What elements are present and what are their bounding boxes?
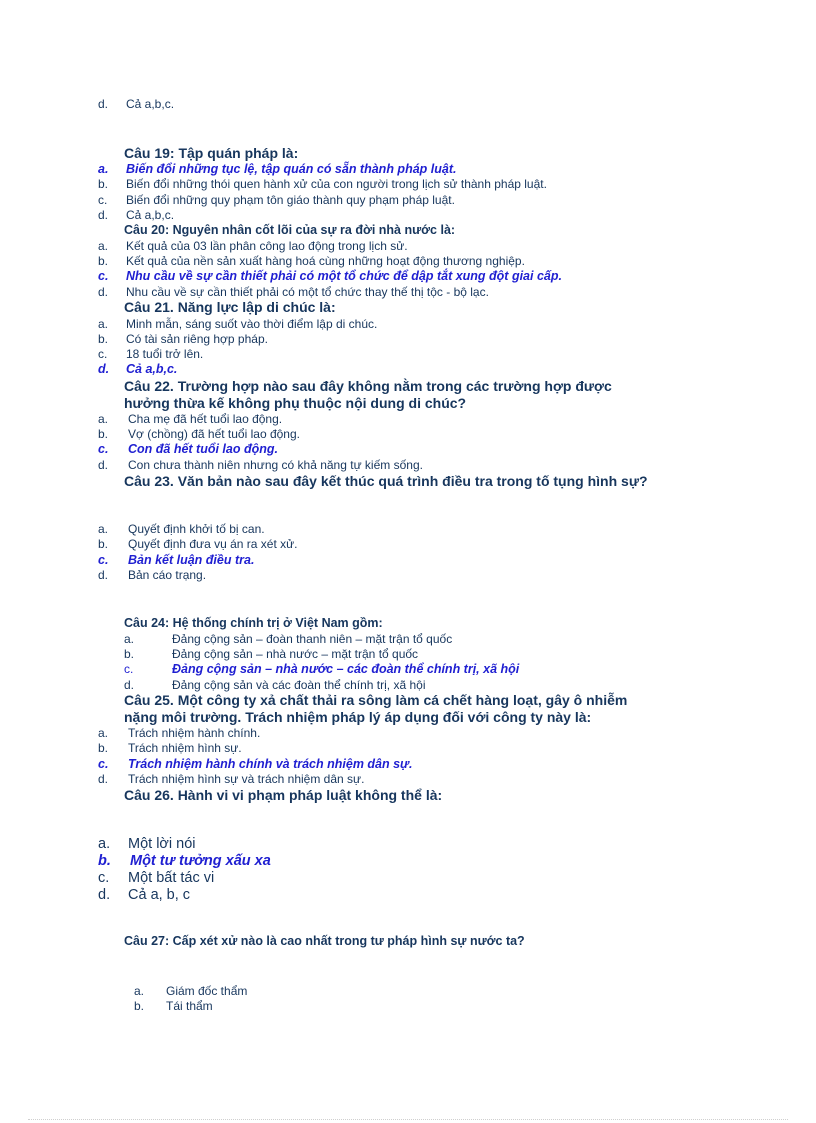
- option-marker: d.: [98, 97, 109, 111]
- option-text: Đảng cộng sản và các đoàn thể chính trị, xã hội: [172, 678, 426, 692]
- option-text: Cha mẹ đã hết tuổi lao động.: [128, 412, 283, 426]
- option-marker: d.: [98, 208, 109, 222]
- option-text: Một bất tác vi: [128, 870, 215, 886]
- question-21-title: Câu 21. Năng lực lập di chúc là:: [124, 299, 336, 315]
- option-text: Đảng cộng sản – đoàn thanh niên – mặt trận tổ quốc: [172, 632, 453, 646]
- option-marker: d.: [98, 568, 109, 582]
- option-text: Đảng cộng sản – nhà nước – các đoàn thể chính trị, xã hội: [172, 662, 520, 676]
- option-text: Biến đổi những tục lệ, tập quán có sẵn thành pháp luật.: [126, 162, 457, 176]
- option-marker: a.: [98, 239, 109, 253]
- option-text: Trách nhiệm hành chính.: [128, 726, 261, 740]
- option-text: Nhu cầu về sự cần thiết phải có một tổ chức thay thế thị tộc - bộ lạc.: [126, 285, 489, 299]
- option-marker: a.: [134, 984, 145, 998]
- question-23-title: Câu 23. Văn bản nào sau đây kết thúc quá trình điều tra trong tố tụng hình sự?: [124, 473, 648, 489]
- option-text: Đảng cộng sản – nhà nước – mặt trận tổ quốc: [172, 647, 419, 661]
- option-text: Quyết định khởi tố bị can.: [128, 522, 265, 536]
- option-text: Con chưa thành niên nhưng có khả năng tự kiếm sống.: [128, 458, 423, 472]
- option-text: Vợ (chồng) đã hết tuổi lao động.: [128, 427, 300, 441]
- option-text: Trách nhiệm hình sự và trách nhiệm dân sự.: [128, 772, 365, 786]
- option-text: Kết quả của 03 lần phân công lao động trong lịch sử.: [126, 239, 408, 253]
- option-marker: c.: [98, 870, 110, 886]
- option-text: Kết quả của nền sản xuất hàng hoá cùng những hoạt động thương nghiệp.: [126, 254, 525, 268]
- option-marker: d.: [98, 772, 109, 786]
- option-marker: c.: [98, 193, 108, 207]
- option-text: Con đã hết tuổi lao động.: [128, 442, 278, 456]
- option-text: Biến đổi những thói quen hành xử của con người trong lịch sử thành pháp luật.: [126, 177, 547, 191]
- option-marker: d.: [98, 362, 110, 376]
- page-bottom-rule: [28, 1119, 788, 1120]
- option-marker: c.: [98, 757, 109, 771]
- question-25-title-line-1: Câu 25. Một công ty xả chất thải ra sông làm cá chết hàng loạt, gây ô nhiễm: [124, 692, 628, 708]
- option-text: Quyết định đưa vụ án ra xét xử.: [128, 537, 298, 551]
- option-text: Cả a, b, c: [128, 887, 191, 903]
- option-text: 18 tuổi trở lên.: [126, 347, 204, 361]
- option-text: Cả a,b,c.: [126, 97, 175, 111]
- option-marker: a.: [124, 632, 135, 646]
- option-marker: a.: [98, 522, 109, 536]
- question-19-title: Câu 19: Tập quán pháp là:: [124, 145, 299, 161]
- question-20-title: Câu 20: Nguyên nhân cốt lõi của sự ra đời nhà nước là:: [124, 223, 456, 237]
- option-marker: b.: [98, 332, 109, 346]
- option-marker: b.: [98, 537, 109, 551]
- option-marker: b.: [98, 741, 109, 755]
- question-27-title: Câu 27: Cấp xét xử nào là cao nhất trong tư pháp hình sự nước ta?: [124, 934, 525, 948]
- option-text: Bản kết luận điều tra.: [128, 553, 255, 567]
- option-marker: b.: [98, 853, 111, 869]
- option-text: Minh mẫn, sáng suốt vào thời điểm lập di chúc.: [126, 317, 378, 331]
- option-marker: c.: [98, 442, 109, 456]
- option-marker: a.: [98, 412, 109, 426]
- option-marker: c.: [98, 347, 108, 361]
- option-marker: b.: [124, 647, 135, 661]
- option-text: Có tài sản riêng hợp pháp.: [126, 332, 268, 346]
- option-marker: b.: [98, 254, 109, 268]
- option-marker: d.: [98, 285, 109, 299]
- option-text: Tái thẩm: [166, 999, 213, 1013]
- option-marker: b.: [98, 177, 109, 191]
- option-marker: c.: [98, 553, 109, 567]
- option-text: Một lời nói: [128, 836, 196, 852]
- question-26-title: Câu 26. Hành vi vi phạm pháp luật không thể là:: [124, 787, 443, 803]
- option-text: Giám đốc thẩm: [166, 984, 248, 998]
- option-marker: c.: [124, 662, 134, 676]
- option-marker: d.: [124, 678, 135, 692]
- option-marker: b.: [134, 999, 145, 1013]
- option-marker: d.: [98, 458, 109, 472]
- option-marker: a.: [98, 836, 111, 852]
- option-text: Một tư tưởng xấu xa: [130, 853, 271, 869]
- option-text: Trách nhiệm hình sự.: [128, 741, 242, 755]
- option-text: Nhu cầu về sự cần thiết phải có một tổ chức để dập tắt xung đột giai cấp.: [126, 269, 562, 283]
- option-marker: d.: [98, 887, 111, 903]
- option-marker: c.: [98, 269, 109, 283]
- option-text: Cả a,b,c.: [126, 208, 175, 222]
- option-text: Biến đổi những quy phạm tôn giáo thành quy phạm pháp luật.: [126, 193, 455, 207]
- question-24-title: Câu 24: Hệ thống chính trị ở Việt Nam gồm:: [124, 616, 383, 630]
- option-text: Cả a,b,c.: [126, 362, 178, 376]
- question-25-title-line-2: nặng môi trường. Trách nhiệm pháp lý áp dụng đối với công ty này là:: [124, 709, 592, 725]
- option-text: Bản cáo trạng.: [128, 568, 207, 582]
- question-22-title-line-1: Câu 22. Trường hợp nào sau đây không nằm trong các trường hợp được: [124, 378, 612, 394]
- option-marker: a.: [98, 162, 109, 176]
- option-text: Trách nhiệm hành chính và trách nhiệm dân sự.: [128, 757, 413, 771]
- question-22-title-line-2: hưởng thừa kế không phụ thuộc nội dung di chúc?: [124, 395, 467, 411]
- option-marker: b.: [98, 427, 109, 441]
- option-marker: a.: [98, 317, 109, 331]
- option-marker: a.: [98, 726, 109, 740]
